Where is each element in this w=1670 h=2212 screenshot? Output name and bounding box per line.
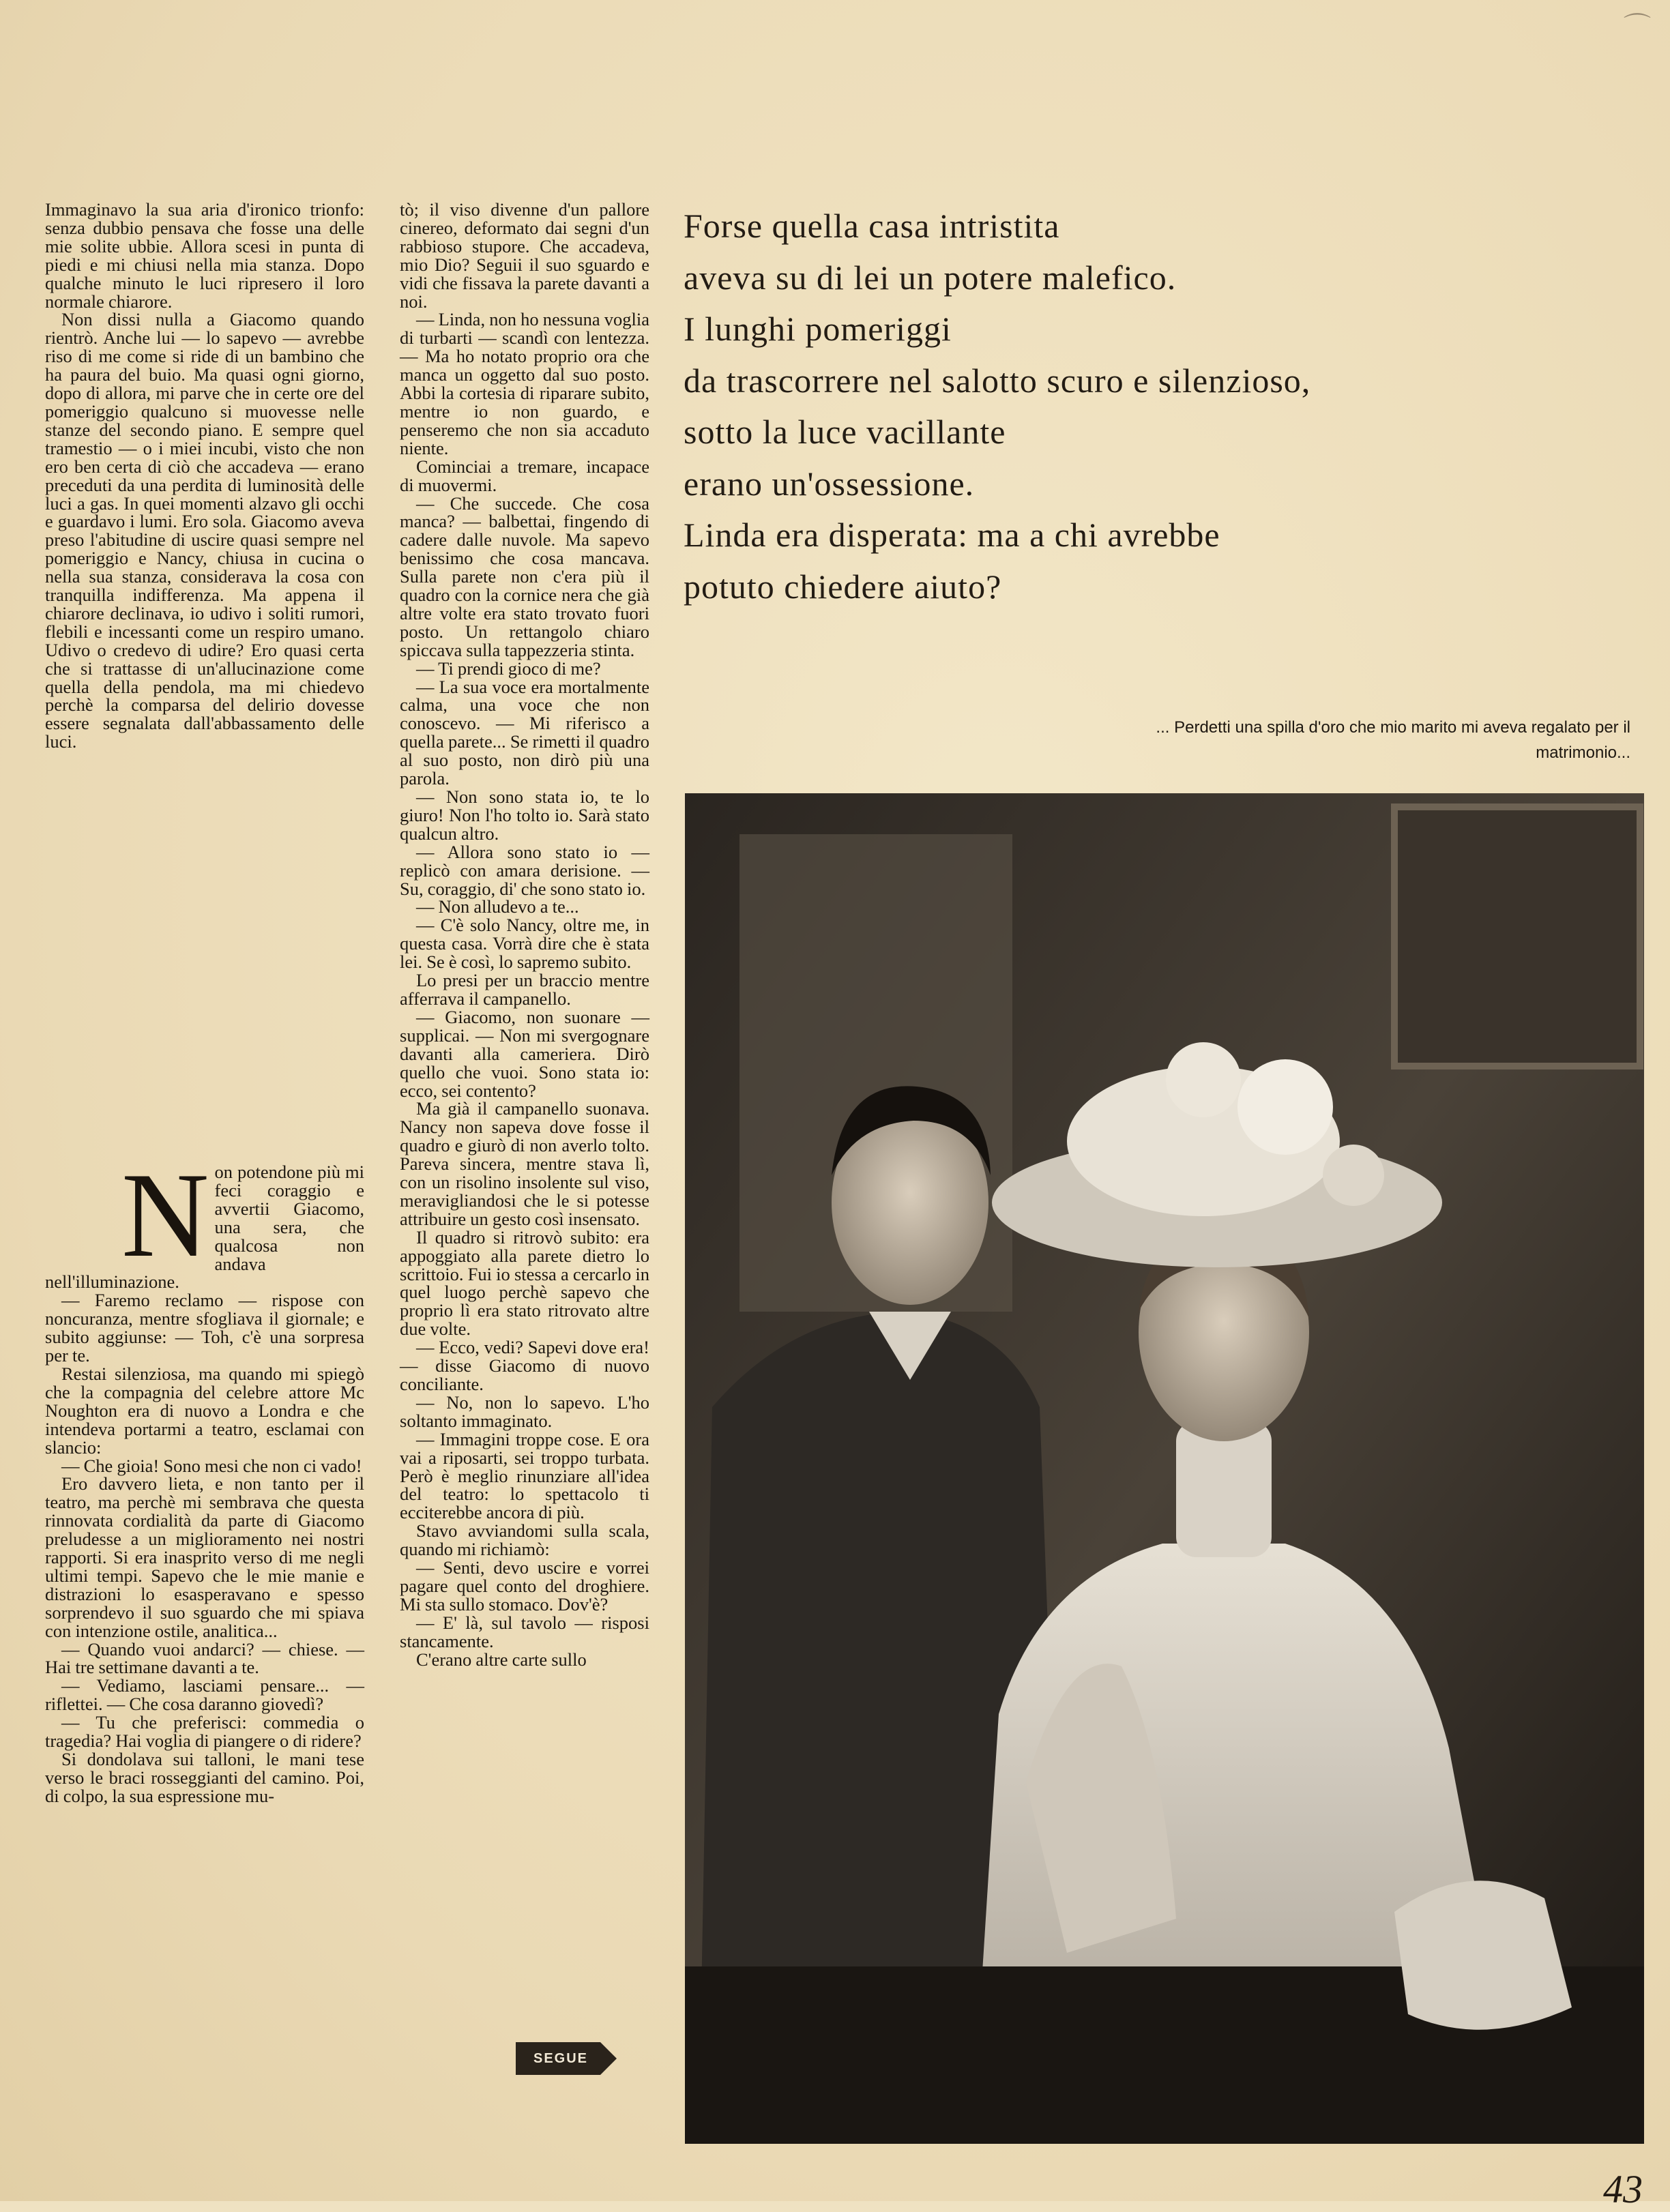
paragraph: Immaginavo la sua aria d'ironico trionfo: senza dubbio pensava che fosse una delle mie solite ubbie. Allora scesi in punta di piedi e mi chiusi nella mia stanza. Dopo qualche minuto le luci ripresero il loro normale chiarore. (45, 199, 364, 312)
paragraph: Il quadro si ritrovò subito: era appoggiato alla parete dietro lo scrittoio. Fui io stessa a cercarlo in quel luogo perchè sapevo che proprio lì era stato ritrovato altre due volte. (400, 1226, 649, 1340)
pull-quote-line: sotto la luce vacillante (684, 413, 1006, 451)
paragraph: Restai silenziosa, ma quando mi spiegò che la compagnia del celebre attore Mc Noughton era di nuovo a Londra e che intendeva portarmi a teatro, esclamai con slancio: (45, 1363, 364, 1458)
paragraph: — Senti, devo uscire e vorrei pagare quel conto del droghiere. Mi sta sullo stomaco. Dov'è? (400, 1557, 649, 1614)
paragraph: — La sua voce era mortalmente calma, una voce che non conoscevo. — Mi riferisco a quella parete... Se rimetti il quadro al suo posto, non dirò più una parola. (400, 676, 649, 789)
pull-quote-line: Forse quella casa intristita (684, 207, 1060, 245)
drop-cap: N (121, 1147, 209, 1282)
photo-caption: ... Perdetti una spilla d'oro che mio marito mi aveva regalato per il matrimonio... (1156, 718, 1630, 762)
page-number: 43 (1603, 2167, 1643, 2211)
article-column-1-top (45, 201, 364, 751)
paragraph: — Che gioia! Sono mesi che non ci vado! (61, 1455, 362, 1476)
picture-frame-on-wall (1394, 807, 1640, 1066)
paragraph: Ma già il campanello suonava. Nancy non sapeva dove fosse il quadro e giurò di non averlo tolto. Pareva sincera, mentre stava lì, con un risolino insolente sul viso, meravigliandosi che le si potesse attribuire un gesto così insensato. (400, 1098, 649, 1229)
film-still-photo (685, 793, 1644, 2144)
paragraph: — C'è solo Nancy, oltre me, in questa casa. Vorrà dire che è stata lei. Se è così, lo sapremo subito. (400, 915, 649, 973)
paragraph: — Ti prendi gioco di me? (416, 658, 601, 679)
pull-quote-line: da trascorrere nel salotto scuro e silenzioso, (684, 361, 1311, 400)
paragraph: — Giacomo, non suonare — supplicai. — Non mi svergognare davanti alla cameriera. Dirò quello che vuoi. Sono stata io: ecco, sei contento? (400, 1006, 649, 1101)
paragraph: — Immagini troppe cose. E ora vai a riposarti, sei troppo turbata. Però è meglio rinunziare all'idea del teatro: lo spettacolo ti ecciterebbe ancora di più. (400, 1428, 649, 1523)
pull-quote-line: I lunghi pomeriggi (684, 310, 952, 348)
hat-flower (1166, 1042, 1241, 1117)
paragraph: — Quando vuoi andarci? — chiese. — Hai tre settimane davanti a te. (45, 1638, 364, 1678)
paragraph: Non dissi nulla a Giacomo quando rientrò. Anche lui — lo sapevo — avrebbe riso di me come si ride di un bambino che ha paura del buio. Ma quasi ogni giorno, dopo di allora, mi parve che in certe ore del pomeriggio qualcuno si muovesse nelle stanze del secondo piano. E sempre quel tramestio — o i miei incubi, visto che non ero ben certa di ciò che accadeva — erano preceduti da una perdita di luminosità delle luci a gas. In quei momenti alzavo gli occhi e guardavo i lumi. Ero sola. Giacomo aveva preso l'abitudine di uscire quasi sempre nel pomeriggio e Nancy, chiusa in cucina o nella sua stanza, considerava la cosa con tranquilla indifferenza. Ma appena il chiarore declinava, io udivo i soliti rumori, flebili e incessanti come un respiro umano. Udivo o credevo di udire? Ero quasi certa che si trattasse di un'allucinazione come quella della pendola, ma mi chiedevo perchè la comparsa del delirio dovesse essere segnalata dall'abbassamento delle luci. (45, 309, 364, 752)
white-purse (1394, 1881, 1572, 2029)
paragraph: Cominciai a tremare, incapace di muovermi. (400, 456, 649, 495)
paragraph: — Non sono stata io, te lo giuro! Non l'ho tolto io. Sarà stato qualcun altro. (400, 786, 649, 844)
paragraph: — Tu che preferisci: commedia o tragedia? Hai voglia di piangere o di ridere? (45, 1712, 364, 1752)
pull-quote (684, 201, 1461, 613)
continued-label: SEGUE (533, 2050, 589, 2066)
article-column-1-bottom (45, 1147, 364, 1806)
continued-tag (516, 2042, 617, 2075)
paragraph: — Linda, non ho nessuna voglia di turbarti — scandì con lentezza. — Ma ho notato proprio ora che manca un oggetto dal suo posto. Abbi la cortesia di riparare subito, mentre io non guardo, e penseremo che non sia accaduto niente. (400, 309, 649, 458)
hat-flower (1323, 1145, 1384, 1206)
paragraph: on potendone più mi feci coraggio e avvertii Giacomo, una sera, che qualcosa non andava nell'illuminazione. (45, 1162, 364, 1293)
paragraph: Ero davvero lieta, e non tanto per il teatro, ma perchè mi sembrava che questa rinnovata cordialità da parte di Giacomo preludesse a un miglioramento nei nostri rapporti. Si era inasprito verso di me negli ultimi tempi. Sapevo che le mie manie e distrazioni lo esasperavano e spesso sorprendevo il suo sguardo che mi spiava con intenzione ostile, analitica... (45, 1473, 364, 1641)
scan-edge-mark: ⌒ (1624, 12, 1651, 42)
paragraph: — E' là, sul tavolo — risposi stancamente. (400, 1612, 649, 1651)
paragraph: tò; il viso divenne d'un pallore cinereo, deformato dai segni d'un rabbioso stupore. Che accadeva, mio Dio? Seguii il suo sguardo e vidi che fissava la parete davanti a noi. (400, 199, 649, 312)
paragraph: Stavo avviandomi sulla scala, quando mi richiamò: (400, 1520, 649, 1560)
paragraph: — Non alludevo a te... (416, 896, 579, 917)
paragraph: — Faremo reclamo — rispose con noncuranza, mentre sfogliava il giornale; e subito aggiunse: — Toh, c'è una sorpresa per te. (45, 1290, 364, 1366)
paragraph: — Vediamo, lasciami pensare... — riflettei. — Che cosa daranno giovedì? (45, 1675, 364, 1715)
pull-quote-line: erano un'ossessione. (684, 464, 975, 503)
paragraph: Lo presi per un braccio mentre afferrava il campanello. (400, 970, 649, 1009)
paragraph: — No, non lo sapevo. L'ho soltanto immaginato. (400, 1391, 649, 1431)
paragraph: — Ecco, vedi? Sapevi dove era! — disse Giacomo di nuovo conciliante. (400, 1337, 649, 1394)
paragraph: C'erano altre carte sullo (416, 1649, 587, 1670)
paragraph: Si dondolava sui talloni, le mani tese verso le braci rosseggianti del camino. Poi, di colpo, la sua espressione mu- (45, 1749, 364, 1806)
paragraph: — Allora sono stato io — replicò con amara derisione. — Su, coraggio, di' che sono stato io. (400, 841, 649, 899)
paragraph: — Che succede. Che cosa manca? — balbettai, fingendo di cadere dalle nuvole. Ma sapevo benissimo che cosa mancava. Sulla parete non c'era più il quadro con la cornice nera che già altre volte era stato trovato fuori posto. Un rettangolo chiaro spiccava sulla tappezzeria stinta. (400, 492, 649, 660)
pull-quote-line: aveva su di lei un potere malefico. (684, 258, 1177, 297)
pull-quote-line: Linda era disperata: ma a chi avrebbe (684, 516, 1220, 554)
article-column-2 (400, 201, 649, 1669)
pull-quote-line: potuto chiedere aiuto? (684, 567, 1002, 606)
hat-flower (1237, 1059, 1333, 1155)
